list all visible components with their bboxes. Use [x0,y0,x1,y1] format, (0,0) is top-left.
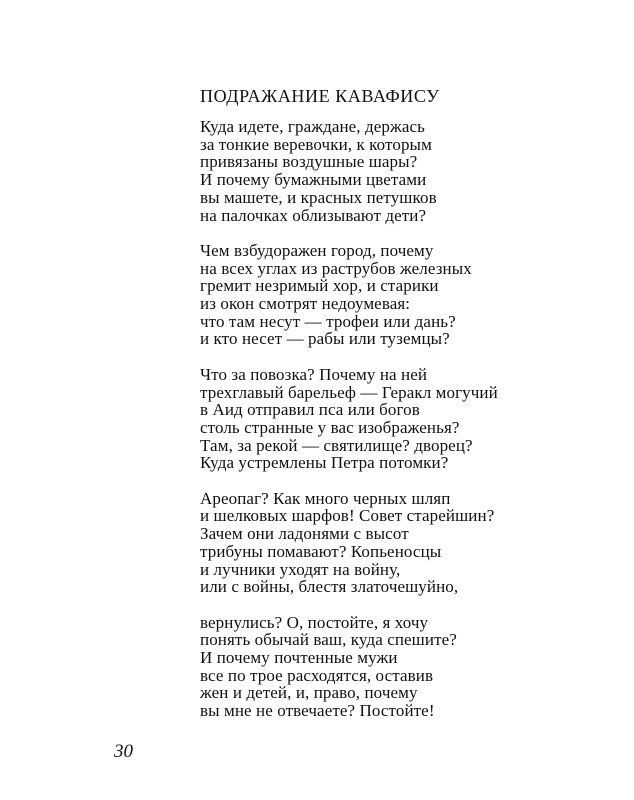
poem-line: вы мне не отвечаете? Постойте! [200,701,435,721]
poem-line: И почему почтенные мужи [200,648,398,668]
poem-line: Там, за рекой — святилище? дворец? [200,435,473,455]
poem-line: понять обычай ваш, куда спешите? [200,630,457,650]
poem-line: трибуны помавают? Копьеносцы [200,541,442,561]
poem-line: гремит незримый хор, и старики [200,276,439,296]
poem-line: привязаны воздушные шары? [200,152,418,172]
poem-line: за тонкие веревочки, к которым [200,134,432,154]
poem-line: и шелковых шарфов! Совет старейшин? [200,506,495,526]
poem-line: Куда идете, граждане, держась [200,117,425,136]
poem-line: Что за повозка? Почему на ней [200,364,428,384]
poem-line: в Аид отправил пса или богов [200,400,420,420]
poem-line: и лучники уходят на войну, [200,559,401,579]
stanza [200,242,498,348]
poem-line: И почему бумажными цветами [200,170,427,190]
poem-line: Ареопаг? Как много черных шляп [200,488,451,508]
poem-line: или с войны, блестя златочешуйно, [200,577,459,597]
poem-line: столь странные у вас изображенья? [200,417,460,437]
poem-line: на палочках облизывают дети? [200,205,427,225]
poem-body [200,118,498,738]
poem-line: и кто несет — рабы или туземцы? [200,329,450,349]
poem-line: на всех углах из раструбов железных [200,258,472,278]
stanza [200,490,498,596]
poem-line: что там несут — трофеи или дань? [200,311,456,331]
poem-line: вернулись? О, постойте, я хочу [200,612,429,632]
poem-line: все по трое расходятся, оставив [200,665,434,685]
poem-line: вы машете, и красных петушков [200,187,437,207]
poem-line: из окон смотрят недоумевая: [200,294,411,314]
poem-line: трехглавый барельеф — Геракл могучий [200,382,498,402]
poem-line: Зачем они ладонями с высот [200,524,409,544]
poem-title: ПОДРАЖАНИЕ КАВАФИСУ [200,86,440,106]
stanza [200,366,498,472]
poem-line: жен и детей, и, право, почему [200,683,418,703]
poem-line: Куда устремлены Петра потомки? [200,453,449,473]
stanza [200,118,498,224]
stanza [200,614,498,720]
page-number: 30 [114,741,133,762]
poem-line: Чем взбудоражен город, почему [200,240,434,260]
